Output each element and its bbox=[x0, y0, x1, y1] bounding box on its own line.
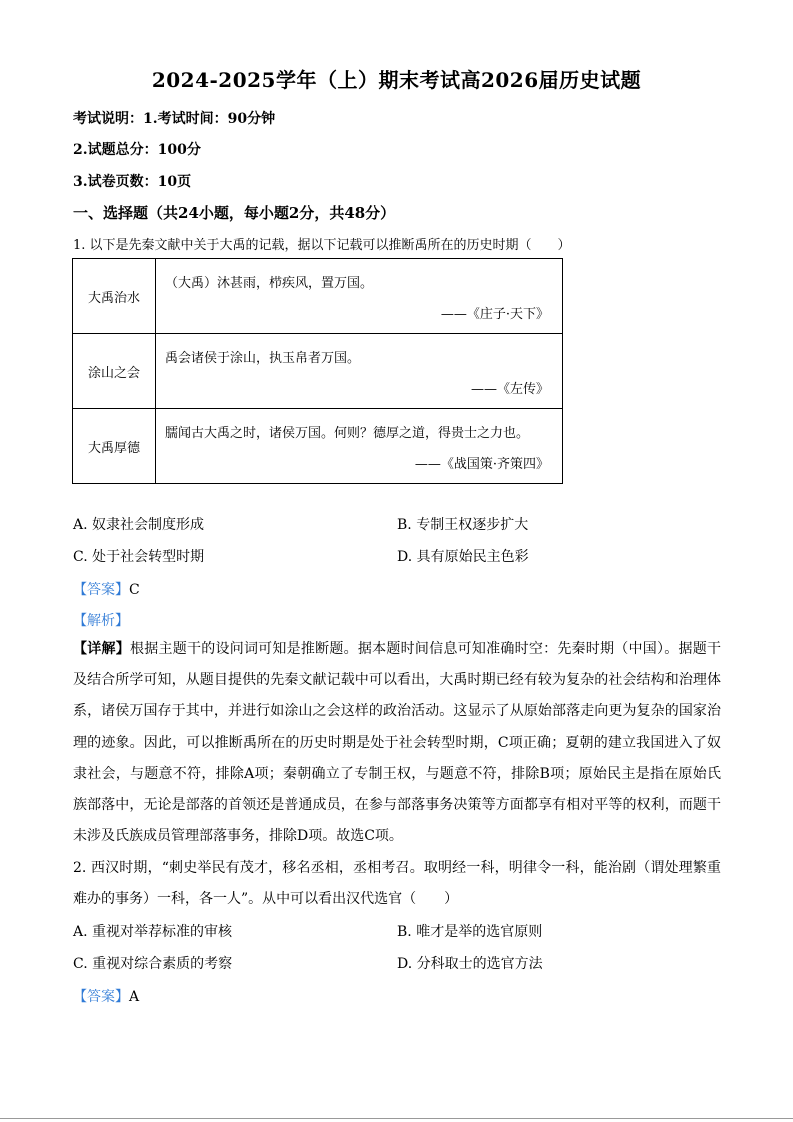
table-row-label: 大禹治水 bbox=[73, 259, 156, 334]
answer-tag: 【答案】 bbox=[73, 582, 129, 598]
exam-info-line1 bbox=[73, 108, 275, 128]
detail-tag: 【详解】 bbox=[73, 641, 130, 657]
q2-answer bbox=[73, 986, 139, 1006]
section-heading: 一、选择题（共24小题，每小题2分，共48分） bbox=[73, 204, 396, 222]
table-row bbox=[73, 334, 563, 409]
q2-stem: 2. 西汉时期，“刺史举民有茂才，移名丞相，丞相考召。取明经一科，明律令一科，能治剧（谓处理繁重难办的事务）一科，各一人”。从中可以看出汉代选官（ ） bbox=[73, 860, 721, 908]
table-quote: 禹会诸侯于涂山，执玉帛者万国。 bbox=[165, 351, 361, 366]
table-row-label: 大禹厚德 bbox=[73, 409, 156, 484]
q2-option-b: B. 唯才是举的选官原则 bbox=[397, 924, 543, 940]
exam-info-time: 1.考试时间：90分钟 bbox=[143, 111, 276, 127]
answer-value: A bbox=[129, 989, 140, 1005]
table-row-content bbox=[156, 409, 563, 484]
table-source: ——《庄子·天下》 bbox=[440, 307, 549, 322]
q2-option-d: D. 分科取士的选官方法 bbox=[397, 956, 543, 972]
table-source: ——《左传》 bbox=[470, 382, 549, 397]
table-row-label: 涂山之会 bbox=[73, 334, 156, 409]
q1-analysis-tag: 【解析】 bbox=[73, 613, 129, 629]
table-source: ——《战国策·齐策四》 bbox=[414, 457, 549, 472]
q2-option-c: C. 重视对综合素质的考察 bbox=[73, 956, 233, 972]
page-title: 2024-2025学年（上）期末考试高2026届历史试题 bbox=[151, 68, 642, 92]
q1-stem: 1. 以下是先秦文献中关于大禹的记载，据以下记载可以推断禹所在的历史时期（ ） bbox=[73, 238, 571, 253]
answer-value: C bbox=[129, 582, 140, 598]
table-row-content bbox=[156, 334, 563, 409]
table-row bbox=[73, 259, 563, 334]
q1-answer bbox=[73, 579, 140, 599]
exam-info-label: 考试说明： bbox=[73, 111, 143, 127]
table-row-content bbox=[156, 259, 563, 334]
answer-tag: 【答案】 bbox=[73, 989, 129, 1005]
q1-source-table bbox=[72, 258, 563, 484]
table-quote: 臑闻古大禹之时，诸侯万国。何则？德厚之道，得贵士之力也。 bbox=[165, 426, 530, 441]
table-row bbox=[73, 409, 563, 484]
exam-info-line3: 3.试卷页数：10页 bbox=[73, 174, 192, 190]
q1-option-b: B. 专制王权逐步扩大 bbox=[397, 517, 529, 533]
exam-info-line2: 2.试题总分：100分 bbox=[73, 142, 201, 158]
q1-option-c: C. 处于社会转型时期 bbox=[73, 549, 205, 565]
q1-detail bbox=[73, 634, 721, 852]
page-bottom-rule bbox=[0, 1118, 793, 1119]
q1-option-d: D. 具有原始民主色彩 bbox=[397, 549, 529, 565]
q1-option-a: A. 奴隶社会制度形成 bbox=[73, 517, 205, 533]
q2-option-a: A. 重视对举荐标准的审核 bbox=[73, 924, 233, 940]
table-quote: （大禹）沐甚雨，栉疾风，置万国。 bbox=[165, 276, 374, 291]
detail-text: 根据主题干的设问词可知是推断题。据本题时间信息可知准确时空：先秦时期（中国）。据题干及结合所学可知，从题目提供的先秦文献记载中可以看出，大禹时期已经有较为复杂的社会结构和治理体系，诸侯万国存于其中，并进行如涂山之会这样的政治活动。这显示了从原始部落走向更为复杂的国家治理的迹象。因此，可以推断禹所在的历史时期是处于社会转型时期，C项正确；夏朝的建立我国进入了奴隶社会，与题意不符，排除A项；秦朝确立了专制王权，与题意不符，排除B项；原始民主是指在原始氏族部落中，无论是部落的首领还是普通成员，在参与部落事务决策等方面都享有相对平等的权利，而题干未涉及氏族成员管理部落事务，排除D项。故选C项。 bbox=[73, 641, 722, 845]
